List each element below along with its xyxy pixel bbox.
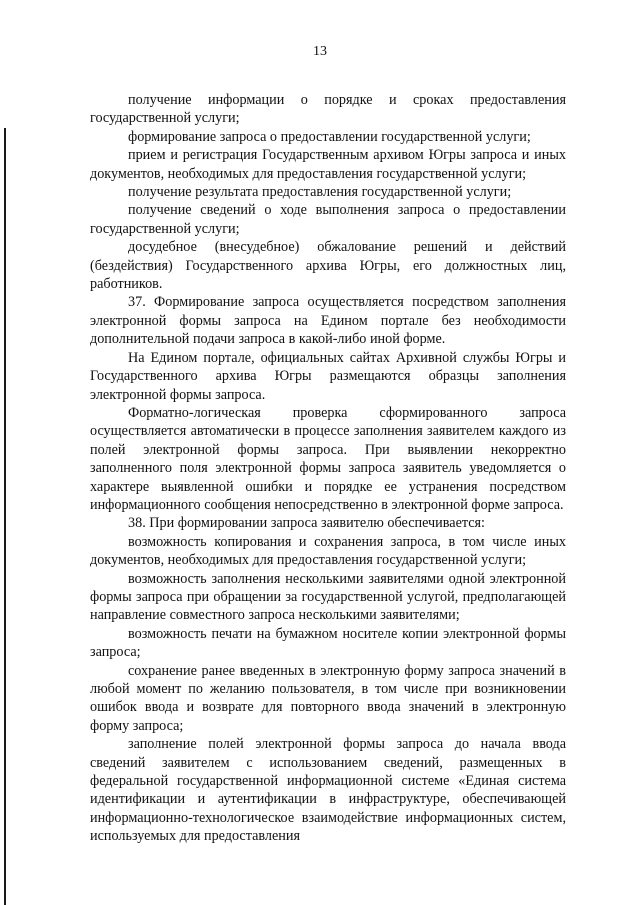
paragraph: возможность копирования и сохранения запроса, в том числе иных документов, необходимых для предоставления государственной услуги; bbox=[90, 533, 566, 569]
paragraph-item-37: 37. Формирование запроса осуществляется посредством заполнения электронной формы запроса на Едином портале без необходимости дополнительной подачи запроса в какой-либо иной форме. bbox=[90, 294, 566, 348]
paragraph: Форматно-логическая проверка сформированного запроса осуществляется автоматически в процессе заполнения заявителем каждого из полей электронной формы запроса. При выявлении некорректно заполненного поля электронной формы запроса заявитель уведомляется о характере выявленной ошибки и порядке ее устранения посредством информационного сообщения непосредственно в электронной форме запроса. bbox=[90, 404, 566, 513]
paragraph: досудебное (внесудебное) обжалование решений и действий (бездействия) Государственного архива Югры, его должностных лиц, работников. bbox=[90, 239, 566, 293]
paragraph: возможность печати на бумажном носителе копии электронной формы запроса; bbox=[90, 625, 566, 661]
paragraph: получение результата предоставления государственной услуги; bbox=[128, 184, 512, 201]
paragraph: формирование запроса о предоставлении государственной услуги; bbox=[128, 128, 531, 145]
paragraph: прием и регистрация Государственным архивом Югры запроса и иных документов, необходимых для предоставления государственной услуги; bbox=[90, 147, 566, 182]
paragraph: На Едином портале, официальных сайтах Архивной службы Югры и Государственного архива Югры размещаются образцы заполнения электронной формы запроса. bbox=[90, 349, 566, 403]
paragraph: получение информации о порядке и сроках предоставления государственной услуги; bbox=[90, 92, 566, 127]
paragraph: возможность заполнения несколькими заявителями одной электронной формы запроса при обращении за государственной услугой, предполагающей направление совместного запроса несколькими заявителями; bbox=[90, 570, 566, 624]
page-number: 13 bbox=[313, 44, 327, 59]
body-text bbox=[90, 91, 566, 846]
paragraph: сохранение ранее введенных в электронную форму запроса значений в любой момент по желанию пользователя, в том числе при возникновении ошибок ввода и возврате для повторного ввода значений в электронную форму запроса; bbox=[90, 662, 566, 734]
scan-edge-line bbox=[4, 128, 6, 905]
paragraph: заполнение полей электронной формы запроса до начала ввода сведений заявителем с использованием сведений, размещенных в федеральной государственной информационной системе «Единая система идентификации и аутентификации в инфраструктуре, обеспечивающей информационно-технологическое взаимодействие информационных систем, используемых для предоставления bbox=[90, 736, 566, 845]
paragraph-item-38: 38. При формировании запроса заявителю обеспечивается: bbox=[128, 515, 486, 532]
paragraph: получение сведений о ходе выполнения запроса о предоставлении государственной услуги; bbox=[90, 202, 566, 237]
